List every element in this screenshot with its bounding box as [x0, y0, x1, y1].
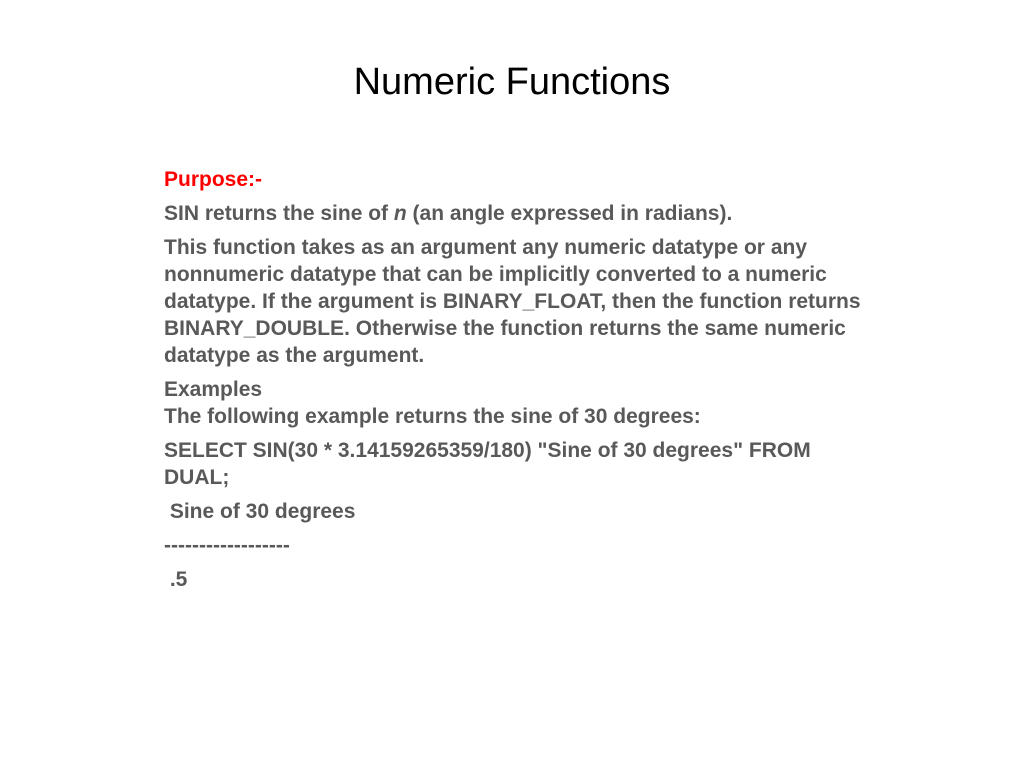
- slide-body: [164, 166, 864, 600]
- examples-block: [164, 376, 864, 430]
- slide-title: Numeric Functions: [353, 61, 671, 103]
- result-header: Sine of 30 degrees: [164, 500, 356, 523]
- purpose-label: Purpose:-: [164, 168, 263, 191]
- result-separator: ------------------: [164, 534, 290, 557]
- example-intro: The following example returns the sine of 30 degrees:: [164, 405, 701, 428]
- sin-intro-after: (an angle expressed in radians).: [406, 202, 733, 225]
- function-description: This function takes as an argument any numeric datatype or any nonnumeric datatype that can be implicitly converted to a numeric datatype. If the argument is BINARY_FLOAT, then the function returns BINARY_DOUBLE. Otherwise the function returns the same numeric datatype as the argument.: [164, 236, 861, 367]
- sin-intro: [164, 200, 864, 227]
- result-value: .5: [164, 568, 188, 591]
- sql-query: SELECT SIN(30 * 3.14159265359/180) "Sine of 30 degrees" FROM DUAL;: [164, 439, 811, 489]
- examples-label: Examples: [164, 378, 263, 401]
- sin-intro-before: SIN returns the sine of: [164, 202, 394, 225]
- sin-intro-variable: n: [393, 202, 407, 225]
